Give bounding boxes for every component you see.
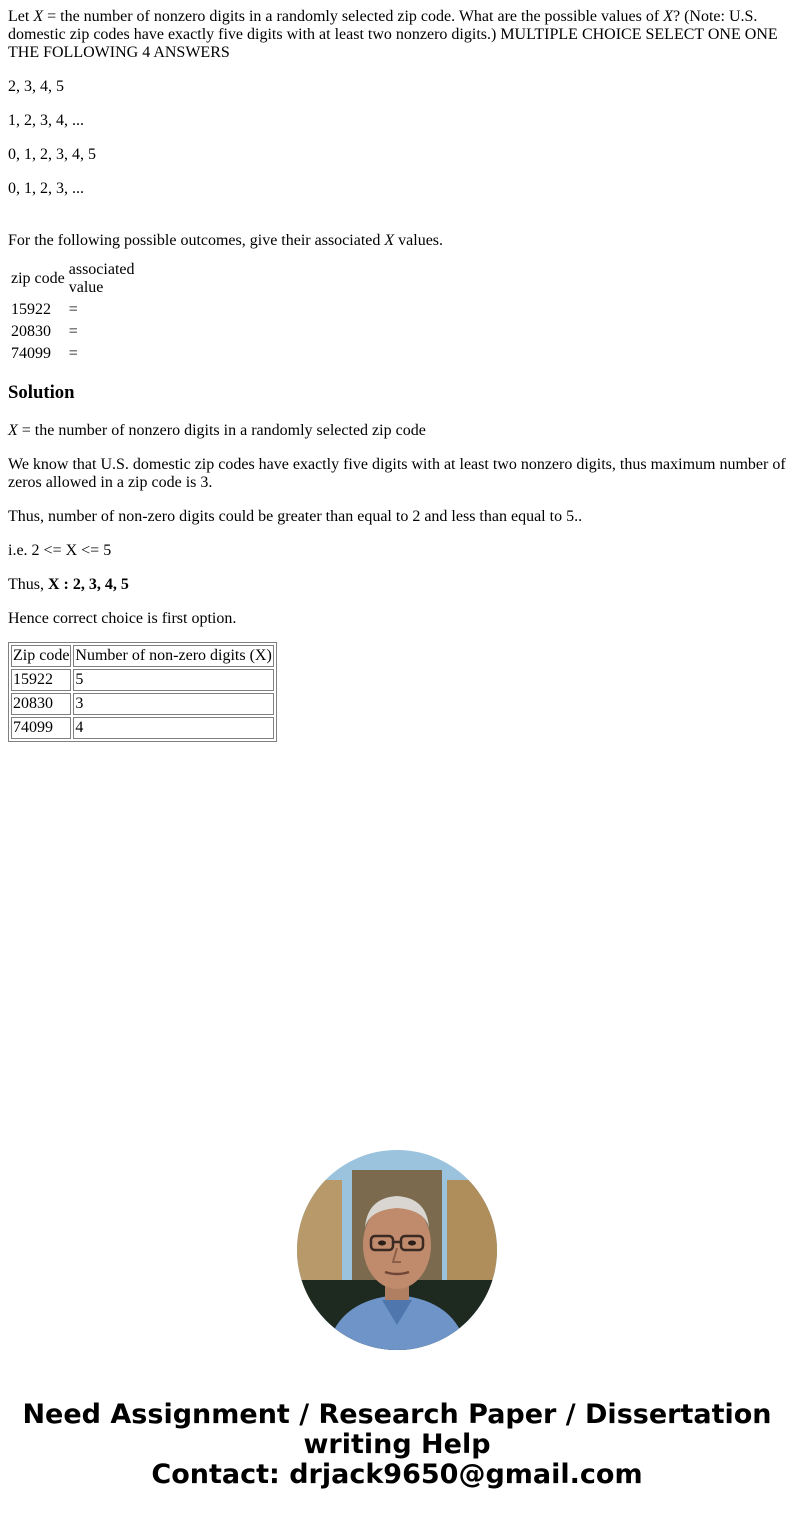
table-header-row <box>11 645 274 667</box>
zip-cell: 74099 <box>11 717 71 739</box>
table-row <box>11 693 274 715</box>
count-cell: 3 <box>73 693 273 715</box>
zip-cell: 15922 <box>11 669 71 691</box>
variable-x: X <box>8 422 18 439</box>
ad-text <box>0 1400 794 1490</box>
avatar <box>297 1150 497 1350</box>
followup-text: For the following possible outcomes, give their associated X values. <box>8 232 444 249</box>
ad-line-1: Need Assignment / Research Paper / Dissertation <box>22 1399 772 1430</box>
equals-cell: = <box>68 301 78 318</box>
solution-line-4: i.e. 2 <= X <= 5 <box>8 542 112 559</box>
table-header-row <box>10 260 136 298</box>
solution-line-3: Thus, number of non-zero digits could be greater than equal to 2 and less than equal to 5.. <box>8 508 583 525</box>
count-cell: 5 <box>73 669 273 691</box>
zip-cell: 20830 <box>11 323 51 340</box>
person-portrait-icon <box>297 1150 497 1350</box>
answer-option-2[interactable]: 1, 2, 3, 4, ... <box>8 112 84 129</box>
ad-line-2: writing Help <box>303 1429 491 1460</box>
association-table <box>8 258 138 366</box>
spacer <box>8 214 786 232</box>
table-row <box>10 322 136 342</box>
ad-contact[interactable]: Contact: drjack9650@gmail.com <box>151 1459 643 1490</box>
variable-x: X <box>33 8 44 25</box>
zip-cell: 15922 <box>11 301 51 318</box>
zip-cell: 20830 <box>11 693 71 715</box>
answer-option-3[interactable]: 0, 1, 2, 3, 4, 5 <box>8 146 96 163</box>
count-cell: 4 <box>73 717 273 739</box>
question-text: Let X = the number of nonzero digits in a randomly selected zip code. What are the possible values of X? (Note: U.S. domestic zip codes have exactly five digits with at least two nonzero digits.) MULTIPLE CHOICE SELECT ONE ONE THE FOLLOWING 4 ANSWERS <box>8 8 778 61</box>
result-table <box>8 642 277 742</box>
table-row <box>10 300 136 320</box>
table-row <box>11 669 274 691</box>
answer-option-4[interactable]: 0, 1, 2, 3, ... <box>8 180 84 197</box>
solution-line-1: X = the number of nonzero digits in a randomly selected zip code <box>8 422 426 439</box>
solution-line-6: Hence correct choice is first option. <box>8 610 237 627</box>
advertisement <box>0 1150 794 1490</box>
equals-cell: = <box>68 345 78 362</box>
column-header: Zip code <box>11 645 71 667</box>
document-body <box>8 8 786 742</box>
solution-heading: Solution <box>8 382 75 403</box>
solution-line-2: We know that U.S. domestic zip codes have exactly five digits with at least two nonzero digits, thus maximum number of zeros allowed in a zip code is 3. <box>8 456 786 491</box>
table-row <box>11 717 274 739</box>
table-row <box>10 344 136 364</box>
column-header: Number of non-zero digits (X) <box>73 645 273 667</box>
equals-cell: = <box>68 323 78 340</box>
variable-x: X <box>663 8 673 25</box>
answer-option-1[interactable]: 2, 3, 4, 5 <box>8 78 64 95</box>
variable-x: X <box>384 232 395 249</box>
column-header: zip code <box>11 270 65 287</box>
column-header: associated value <box>68 261 135 296</box>
zip-cell: 74099 <box>11 345 51 362</box>
answer-bold: X : 2, 3, 4, 5 <box>48 576 129 593</box>
solution-line-5: Thus, X : 2, 3, 4, 5 <box>8 576 129 593</box>
